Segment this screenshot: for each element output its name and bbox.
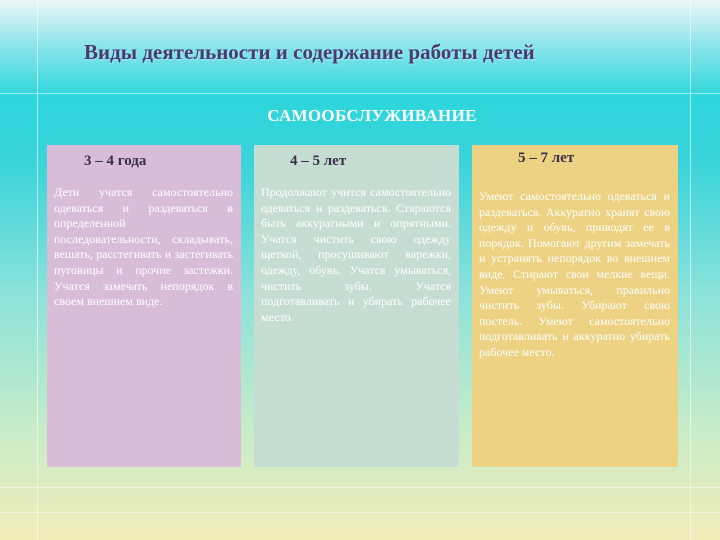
column-card-4-5	[254, 145, 459, 467]
column-text: Дети учатся самостоятельно одеваться и раздеваться в определенной последовательности, складывать, вешать, расстегивать и застегивать пуговицы и прочие застежки. Учатся замечать непорядок в своем внешнем виде.	[54, 185, 233, 309]
decorative-line-mid	[0, 487, 720, 488]
column-heading: 4 – 5 лет	[290, 153, 347, 169]
slide-title: Виды деятельности и содержание работы детей	[84, 40, 535, 64]
slide-subtitle: САМООБСЛУЖИВАНИЕ	[267, 106, 477, 125]
decorative-line-left	[37, 0, 38, 540]
decorative-line-right	[690, 0, 691, 540]
column-heading: 5 – 7 лет	[518, 150, 575, 166]
column-text: Умеют самостоятельно одеваться и раздеваться. Аккуратно хранят свою одежду и обувь, приводят ее в порядок. Помогают другим замечать и устранять непорядок во внешнем виде. Стирают свои мелкие вещи. Умеют умываться, правильно чистить зубы. Убирают свою постель. Умеют самостоятельно подготавливать и аккуратно убирать рабочее место.	[479, 189, 670, 359]
decorative-line-bottom	[0, 512, 720, 513]
column-card-5-7	[472, 145, 678, 467]
column-card-3-4	[47, 145, 241, 467]
decorative-line-top	[0, 93, 720, 94]
column-text: Продолжают учится самостоятельно одеваться и раздеваться. Стараются быть аккуратными и опрятными. Учатся чистить свою одежду щеткой, просушивают варежки, одежду, обувь. Учатся умываться, чистить зубы. Учатся подготавливать и убирать рабочее место.	[261, 185, 451, 324]
column-heading: 3 – 4 года	[84, 153, 147, 169]
